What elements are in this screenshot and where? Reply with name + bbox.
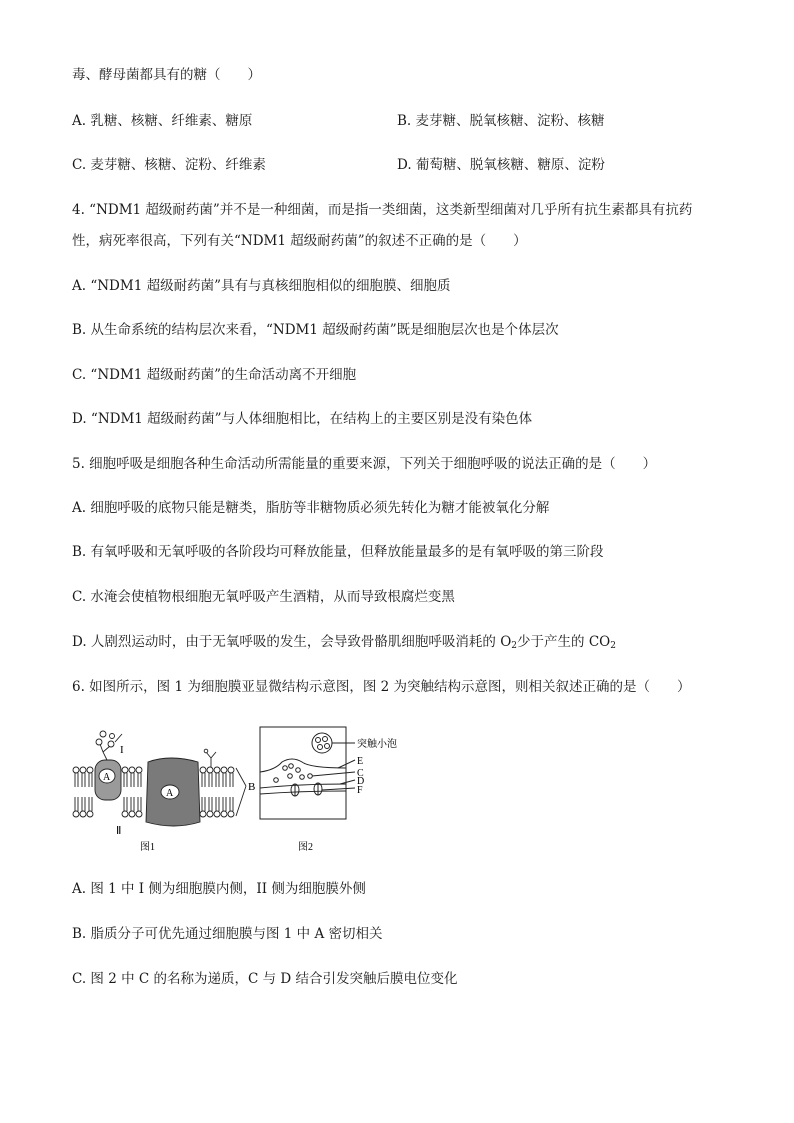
label-e: E <box>357 756 364 767</box>
q5-d-sub-1: 2 <box>511 641 518 651</box>
question-5-option-d <box>72 633 616 655</box>
question-5-option-b: B. 有氧呼吸和无氧呼吸的各阶段均可释放能量，但释放能量最多的是有氧呼吸的第三阶段 <box>72 544 604 560</box>
question-6-option-b: B. 脂质分子可优先通过细胞膜与图 1 中 A 密切相关 <box>72 926 383 942</box>
q5-d-sub-2: 2 <box>610 641 616 651</box>
q5-d-text-2: 少于产生的 CO <box>517 634 611 650</box>
question-4-stem-line2: 性，病死率很高，下列有关“NDM1 超级耐药菌”的叙述不正确的是（ ） <box>72 233 527 249</box>
label-i: I <box>120 744 124 756</box>
question-4-option-b: B. 从生命系统的结构层次来看，“NDM1 超级耐药菌”既是细胞层次也是个体层次 <box>72 322 559 338</box>
question-5-option-a: A. 细胞呼吸的底物只能是糖类，脂肪等非糖物质必须先转化为糖才能被氧化分解 <box>72 500 550 516</box>
question-4-option-a: A. “NDM1 超级耐药菌”具有与真核细胞相似的细胞膜、细胞质 <box>72 278 451 294</box>
question-4-stem-line1: 4. “NDM1 超级耐药菌”并不是一种细菌，而是指一类细菌，这类新型细菌对几乎所有抗生素都具有抗药 <box>72 202 693 218</box>
question-6-option-a: A. 图 1 中 I 侧为细胞膜内侧，II 侧为细胞膜外侧 <box>72 881 366 897</box>
question-4-option-c: C. “NDM1 超级耐药菌”的生命活动离不开细胞 <box>72 367 357 383</box>
figure-2-caption: 图2 <box>298 842 313 853</box>
label-synaptic-vesicle: 突触小泡 <box>357 739 397 750</box>
q5-d-text-1: D. 人剧烈运动时，由于无氧呼吸的发生，会导致骨骼肌细胞呼吸消耗的 O <box>72 634 512 650</box>
membrane-synapse-figure <box>70 722 400 857</box>
figure-2-synapse <box>260 727 355 819</box>
label-a-small: A <box>103 772 111 783</box>
question-3-option-d: D. 葡萄糖、脱氧核糖、糖原、淀粉 <box>397 157 605 173</box>
label-a-large: A <box>166 788 174 799</box>
label-b: B <box>248 781 256 793</box>
bracket-b <box>236 768 246 816</box>
label-ii: Ⅱ <box>116 825 122 837</box>
question-3-stem: 毒、酵母菌都具有的糖（ ） <box>72 67 261 83</box>
question-3-option-b: B. 麦芽糖、脱氧核糖、淀粉、核糖 <box>397 113 605 129</box>
label-c: C <box>357 768 364 779</box>
question-6-stem: 6. 如图所示，图 1 为细胞膜亚显微结构示意图，图 2 为突触结构示意图，则相关叙述正确的是（ ） <box>72 679 691 695</box>
glycoprotein-chain <box>100 744 110 760</box>
question-4-option-d: D. “NDM1 超级耐药菌”与人体细胞相比，在结构上的主要区别是没有染色体 <box>72 411 533 427</box>
question-5-option-c: C. 水淹会使植物根细胞无氧呼吸产生酒精，从而导致根腐烂变黑 <box>72 589 455 605</box>
label-d: D <box>357 776 365 787</box>
question-5-stem: 5. 细胞呼吸是细胞各种生命活动所需能量的重要来源，下列关于细胞呼吸的说法正确的是（ ） <box>72 456 657 472</box>
figure-1-caption: 图1 <box>140 842 155 853</box>
synapse-frame <box>260 727 346 819</box>
label-f: F <box>357 785 363 796</box>
receptor <box>206 752 216 767</box>
question-6-option-c: C. 图 2 中 C 的名称为递质，C 与 D 结合引发突触后膜电位变化 <box>72 971 458 987</box>
question-3-option-a: A. 乳糖、核糖、纤维素、糖原 <box>72 113 253 129</box>
question-3-option-c: C. 麦芽糖、核糖、淀粉、纤维素 <box>72 157 266 173</box>
figure-1-membrane <box>73 731 246 826</box>
